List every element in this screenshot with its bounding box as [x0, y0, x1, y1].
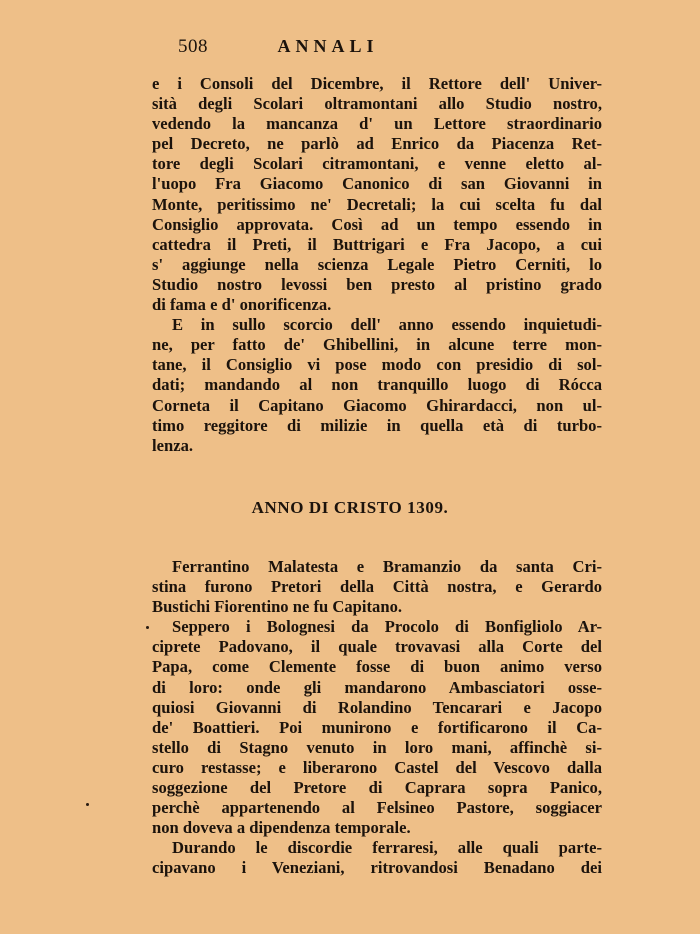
text-line: e i Consoli del Dicembre, il Rettore dell' Univer- — [152, 74, 602, 93]
text-line: soggezione del Pretore di Caprara sopra Panico, — [152, 778, 602, 798]
text-line: tore degli Scolari citramontani, e venne eletto al- — [152, 154, 602, 174]
text-line: s' aggiunge nella scienza Legale Pietro Cerniti, lo — [152, 254, 602, 274]
text-line: non doveva a dipendenza temporale. — [152, 818, 411, 838]
text-line: de' Boattieri. Poi munirono e fortificarono il Ca- — [152, 717, 602, 737]
text-line: Studio nostro levossi ben presto al pristino grado — [152, 274, 602, 294]
section-heading: ANNO DI CRISTO 1309. — [251, 498, 449, 517]
text-line: ciprete Padovano, il quale trovavasi alla Corte del — [152, 637, 602, 657]
text-line: cipavano i Veneziani, ritrovandosi Benadano dei — [152, 858, 602, 878]
text-line: Seppero i Bolognesi da Procolo di Bonfigliolo Ar- — [172, 617, 602, 637]
text-line: stina furono Pretori della Città nostra, e Gerardo — [152, 577, 602, 597]
text-line: E in sullo scorcio dell' anno essendo inquietudi- — [172, 315, 602, 335]
running-title: ANNALI — [277, 36, 379, 56]
text-line: Corneta il Capitano Giacomo Ghirardacci, non ul- — [152, 395, 602, 415]
text-line: Monte, peritissimo ne' Decretali; la cui scelta fu dal — [152, 194, 602, 214]
text-line: curo restasse; e liberarono Castel del Vescovo dalla — [152, 757, 602, 777]
text-line: cattedra il Preti, il Buttrigari e Fra Jacopo, a cui — [152, 234, 602, 254]
text-line: l'uopo Fra Giacomo Canonico di san Giovanni in — [152, 174, 602, 194]
text-line: lenza. — [152, 435, 194, 455]
text-line: quiosi Giovanni di Rolandino Tencarari e Jacopo — [152, 697, 602, 717]
text-line: Papa, come Clemente fosse di buon animo verso — [152, 657, 602, 677]
ink-speck — [86, 803, 89, 806]
text-line: pel Decreto, ne parlò ad Enrico da Piacenza Ret- — [152, 134, 602, 154]
text-line: vedendo la mancanza d' un Lettore straordinario — [152, 114, 602, 134]
text-line: timo reggitore di milizie in quella età di turbo- — [152, 415, 602, 435]
text-line: di fama e d' onorificenza. — [152, 295, 332, 315]
text-line: Bustichi Fiorentino ne fu Capitano. — [152, 597, 403, 617]
text-line: dati; mandando al non tranquillo luogo di Rócca — [152, 375, 602, 395]
text-line: Consiglio approvata. Così ad un tempo essendo in — [152, 214, 602, 234]
text-block-2 — [152, 557, 602, 879]
text-line: stello di Stagno venuto in loro mani, affinchè si- — [152, 737, 602, 757]
text-block-1 — [152, 74, 602, 456]
text-line: di loro: onde gli mandarono Ambasciatori osse- — [152, 677, 602, 697]
page-number: 508 — [178, 36, 208, 57]
ink-speck — [146, 626, 149, 629]
text-line: perchè appartenendo al Felsineo Pastore, soggiacer — [152, 798, 602, 818]
text-line: tane, il Consiglio vi pose modo con presidio di sol- — [152, 355, 602, 375]
text-line: Durando le discordie ferraresi, alle quali parte- — [172, 838, 602, 858]
text-line: Ferrantino Malatesta e Bramanzio da santa Cri- — [172, 557, 602, 576]
text-line: sità degli Scolari oltramontani allo Studio nostro, — [152, 94, 602, 114]
text-line: ne, per fatto de' Ghibellini, in alcune terre mon- — [152, 335, 602, 355]
page-header — [178, 36, 448, 62]
